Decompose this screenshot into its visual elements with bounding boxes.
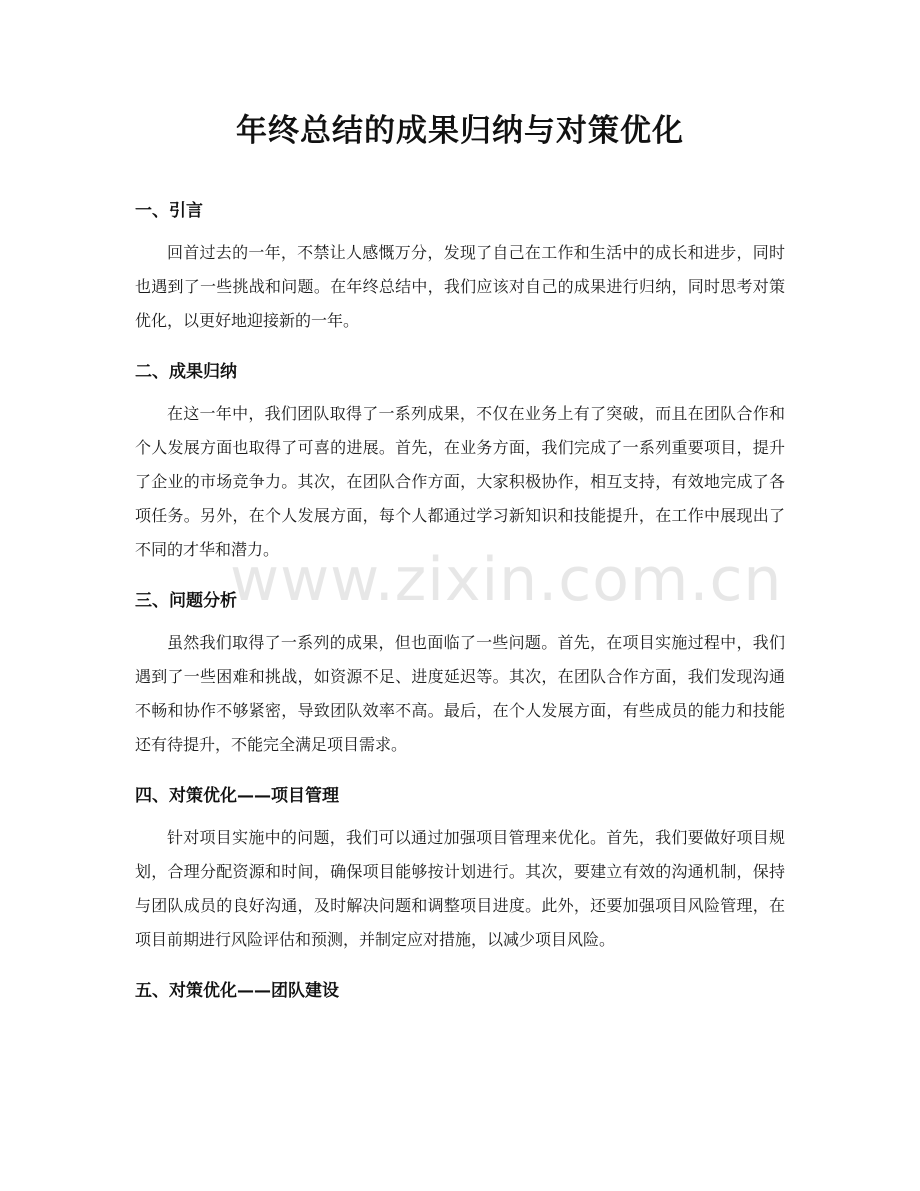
section-heading-introduction: 一、引言 [135,201,203,221]
section-paragraph-achievements: 在这一年中，我们团队取得了一系列成果，不仅在业务上有了突破，而且在团队合作和个人发展方面也取得了可喜的进展。首先，在业务方面，我们完成了一系列重要项目，提升了企业的市场竞争力。其次，在团队合作方面，大家积极协作，相互支持，有效地完成了各项任务。另外，在个人发展方面，每个人都通过学习新知识和技能提升，在工作中展现出了不同的才华和潜力。 [135,404,785,559]
document-title: 年终总结的成果归纳与对策优化 [236,113,684,149]
section-heading-achievements: 二、成果归纳 [135,362,237,382]
section-paragraph-introduction: 回首过去的一年，不禁让人感慨万分，发现了自己在工作和生活中的成长和进步，同时也遇到了一些挑战和问题。在年终总结中，我们应该对自己的成果进行归纳，同时思考对策优化，以更好地迎接新的一年。 [135,243,785,330]
watermark: www.zixin.com.cn [230,545,783,615]
section-heading-problem-analysis: 三、问题分析 [135,591,237,611]
section-paragraph-project-management: 针对项目实施中的问题，我们可以通过加强项目管理来优化。首先，我们要做好项目规划，合理分配资源和时间，确保项目能够按计划进行。其次，要建立有效的沟通机制，保持与团队成员的良好沟通，及时解决问题和调整项目进度。此外，还要加强项目风险管理，在项目前期进行风险评估和预测，并制定应对措施，以减少项目风险。 [135,828,785,949]
section-heading-project-management: 四、对策优化——项目管理 [135,786,339,806]
section-paragraph-problem-analysis: 虽然我们取得了一系列的成果，但也面临了一些问题。首先，在项目实施过程中，我们遇到了一些困难和挑战，如资源不足、进度延迟等。其次，在团队合作方面，我们发现沟通不畅和协作不够紧密，导致团队效率不高。最后，在个人发展方面，有些成员的能力和技能还有待提升，不能完全满足项目需求。 [135,633,785,754]
section-heading-team-building: 五、对策优化——团队建设 [135,981,339,1001]
